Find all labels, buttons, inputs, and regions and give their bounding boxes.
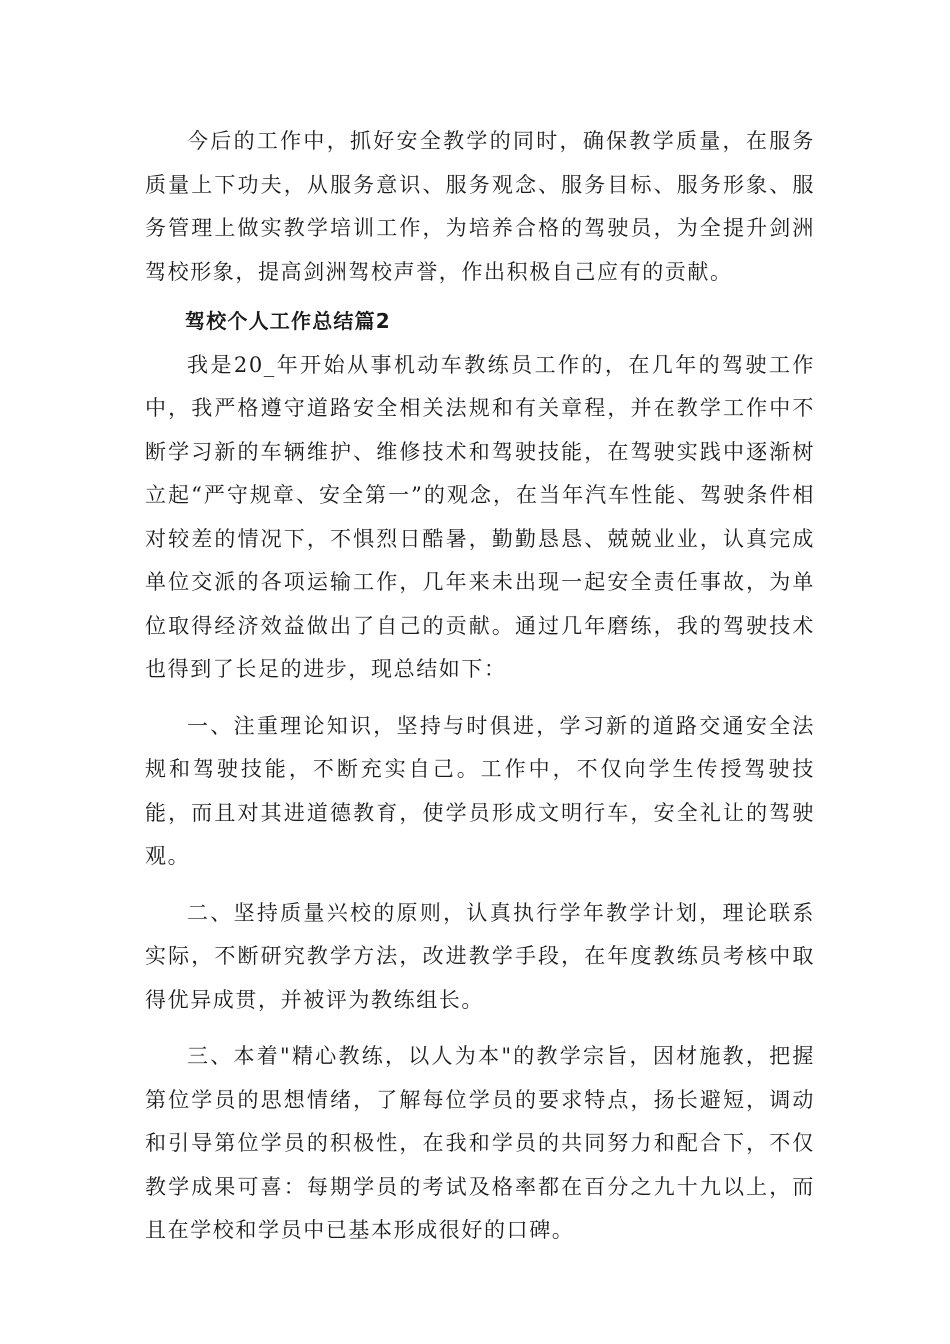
paragraph-section-opening: 我是20_年开始从事机动车教练员工作的，在几年的驾驶工作中，我严格遵守道路安全相关法规和有关章程，并在教学工作中不断学习新的车辆维护、维修技术和驾驶技能，在驾驶实践中逐渐树立起“严守规章、安全第一”的观念，在当年汽车性能、驾驶条件相对较差的情况下，不惧烈日酷暑，勤勤恳恳、兢兢业业，认真完成单位交派的各项运输工作，几年来未出现一起安全责任事故，为单位取得经济效益做出了自己的贡献。通过几年磨练，我的驾驶技术也得到了长足的进步，现总结如下：	[145, 352, 815, 681]
section-heading: 驾校个人工作总结篇2	[185, 309, 391, 333]
paragraph-point-two: 二、坚持质量兴校的原则，认真执行学年教学计划，理论联系实际，不断研究教学方法，改进教学手段，在年度教练员考核中取得优异成贯，并被评为教练组长。	[145, 900, 815, 1012]
paragraph-point-three: 三、本着"精心教练，以人为本"的教学宗旨，因材施教，把握第位学员的思想情绪，了解每位学员的要求特点，扬长避短，调动和引导第位学员的积极性，在我和学员的共同努力和配合下，不仅教学成果可喜：每期学员的考试及格率都在百分之九十九以上，而且在学校和学员中已基本形成很好的口碑。	[145, 1044, 815, 1242]
paragraph-intro: 今后的工作中，抓好安全教学的同时，确保教学质量，在服务质量上下功夫，从服务意识、服务观念、服务目标、服务形象、服务管理上做实教学培训工作，为培养合格的驾驶员，为全提升剑洲驾校形象，提高剑洲驾校声誉，作出积极自己应有的贡献。	[145, 129, 815, 284]
paragraph-point-one: 一、注重理论知识，坚持与时俱进，学习新的道路交通安全法规和驾驶技能，不断充实自己。工作中，不仅向学生传授驾驶技能，而且对其进道德教育，使学员形成文明行车，安全礼让的驾驶观。	[145, 713, 815, 868]
document-body	[145, 120, 815, 1253]
